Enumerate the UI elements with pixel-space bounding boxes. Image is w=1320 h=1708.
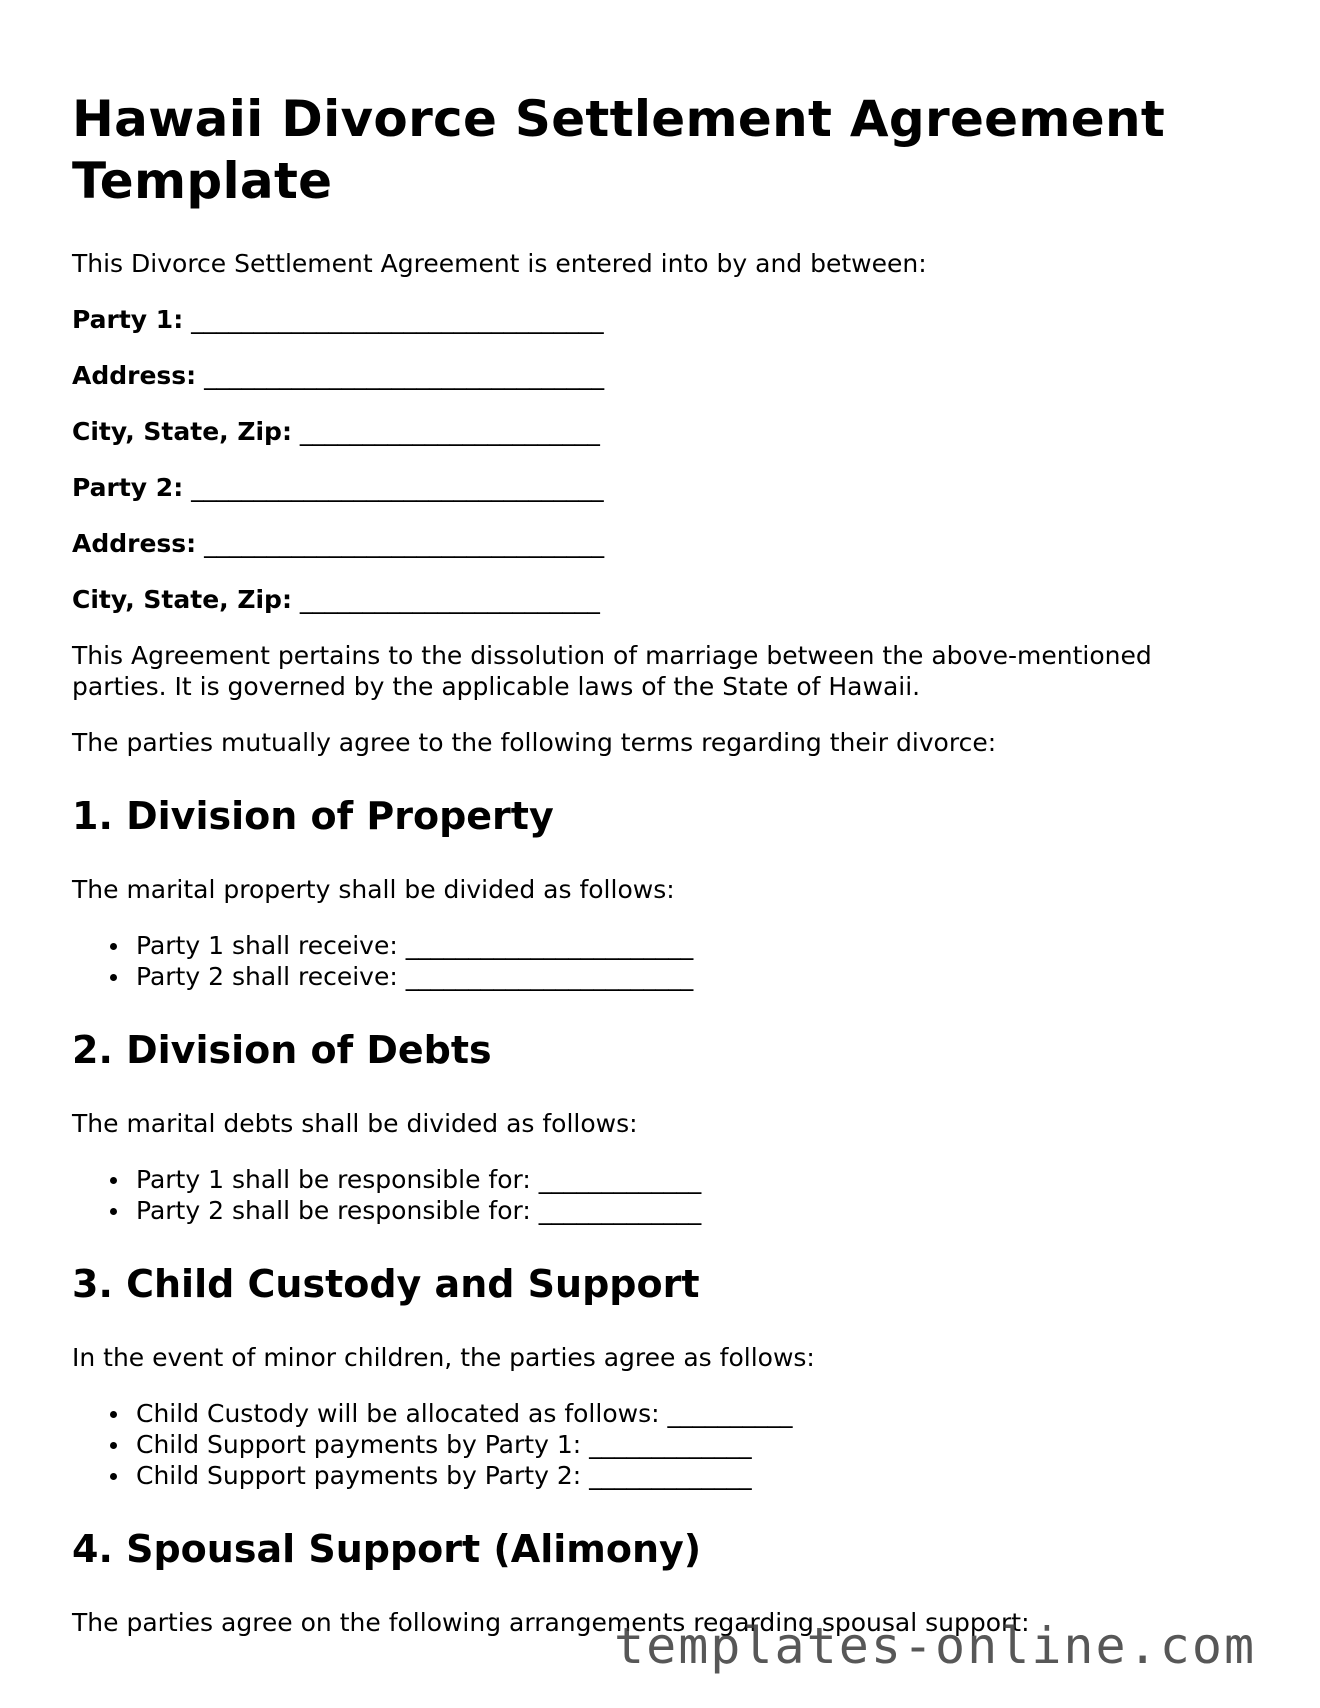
field-label: Address:	[72, 529, 197, 558]
section-heading-child-custody: 3. Child Custody and Support	[72, 1262, 700, 1306]
watermark: templates-online.com	[614, 1617, 1257, 1675]
party-2-city-state-zip-field	[72, 584, 1252, 615]
list-item: Child Support payments by Party 1: _____________	[136, 1429, 1252, 1460]
party-2-address-field	[72, 528, 1252, 559]
field-blank: ________________________	[299, 585, 600, 614]
property-list	[72, 930, 1252, 992]
field-label: City, State, Zip:	[72, 585, 292, 614]
field-blank: ________________________________	[204, 529, 605, 558]
list-item: Child Support payments by Party 2: _____________	[136, 1460, 1252, 1491]
pertains-paragraph: This Agreement pertains to the dissolution of marriage between the above-mentioned parties. It is governed by the applicable laws of the State of Hawaii.	[72, 641, 1152, 701]
list-item: Party 1 shall be responsible for: _____________	[136, 1164, 1252, 1195]
field-label: Address:	[72, 361, 197, 390]
section-intro-spousal-support: The parties agree on the following arrangements regarding spousal support:	[72, 1608, 1030, 1637]
field-blank: _________________________________	[191, 305, 604, 334]
field-label: Party 1:	[72, 305, 184, 334]
list-item: Party 2 shall be responsible for: _____________	[136, 1195, 1252, 1226]
child-custody-list	[72, 1398, 1252, 1491]
party-1-city-state-zip-field	[72, 416, 1252, 447]
section-intro-debts: The marital debts shall be divided as follows:	[72, 1109, 638, 1138]
field-label: City, State, Zip:	[72, 417, 292, 446]
list-item: Party 2 shall receive: _______________________	[136, 961, 1252, 992]
mutual-agreement-paragraph: The parties mutually agree to the following terms regarding their divorce:	[72, 728, 997, 757]
document-title: Hawaii Divorce Settlement Agreement Template	[72, 90, 1166, 210]
list-item: Child Custody will be allocated as follows: __________	[136, 1398, 1252, 1429]
party-2-name-field	[72, 472, 1252, 503]
debts-list	[72, 1164, 1252, 1226]
section-heading-debts: 2. Division of Debts	[72, 1028, 492, 1072]
document-page	[72, 88, 1252, 1663]
field-blank: ________________________	[299, 417, 600, 446]
section-intro-property: The marital property shall be divided as follows:	[72, 875, 675, 904]
list-item: Party 1 shall receive: _______________________	[136, 930, 1252, 961]
field-blank: _________________________________	[191, 473, 604, 502]
intro-paragraph: This Divorce Settlement Agreement is entered into by and between:	[72, 249, 927, 278]
section-heading-spousal-support: 4. Spousal Support (Alimony)	[72, 1527, 702, 1571]
party-1-address-field	[72, 360, 1252, 391]
field-label: Party 2:	[72, 473, 184, 502]
party-1-name-field	[72, 304, 1252, 335]
section-heading-property: 1. Division of Property	[72, 794, 554, 838]
section-intro-child-custody: In the event of minor children, the parties agree as follows:	[72, 1343, 815, 1372]
field-blank: ________________________________	[204, 361, 605, 390]
